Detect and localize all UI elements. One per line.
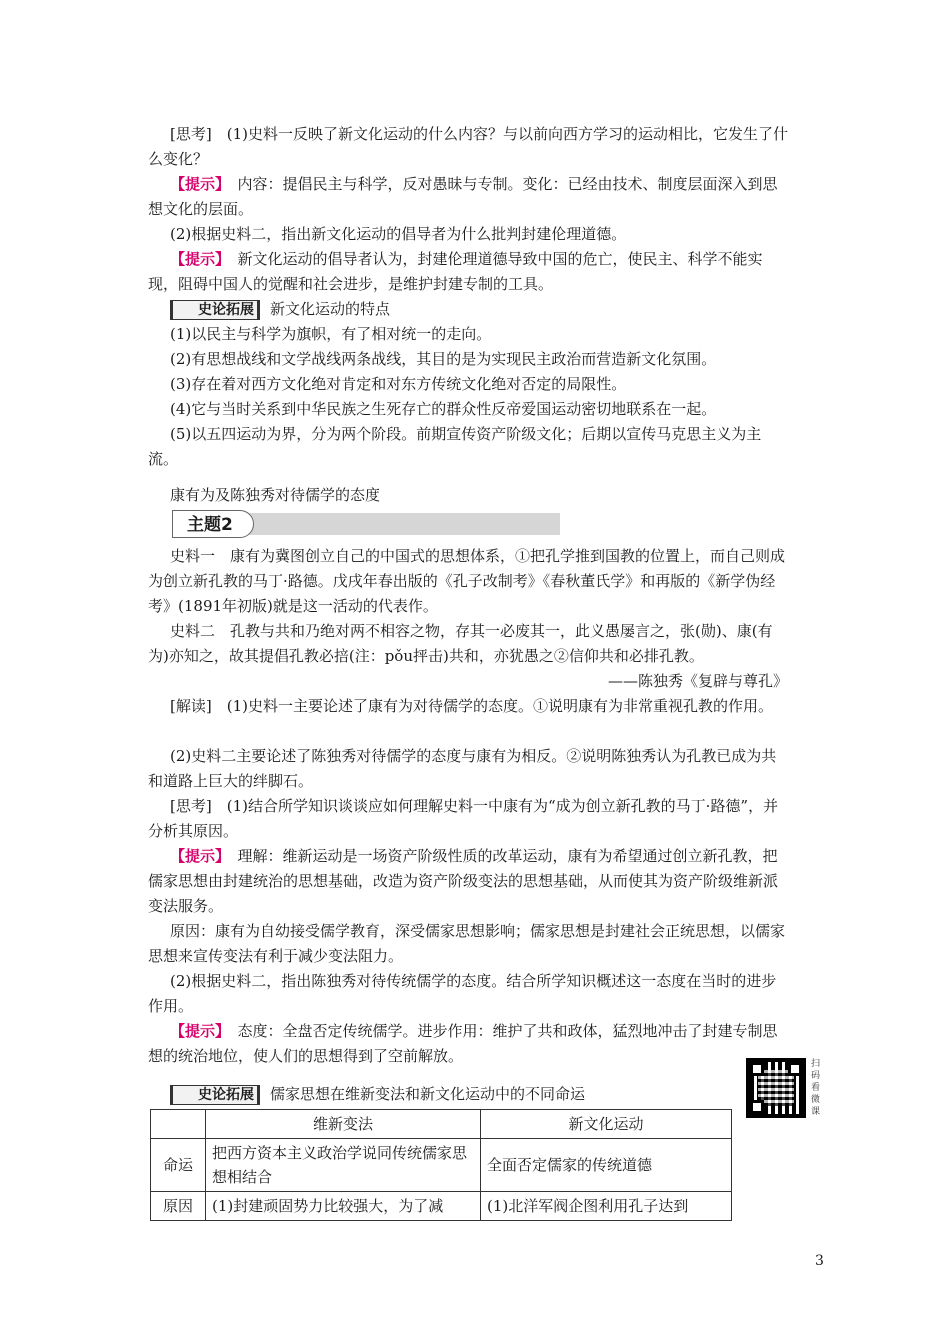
hint-answer-1: [148, 172, 788, 222]
ext-item-1: (1)以民主与科学为旗帜，有了相对统一的走向。: [170, 325, 492, 343]
comparison-table: [150, 1109, 732, 1221]
reading-text: (1)史料一主要论述了康有为对待儒学的态度。①说明康有为非常重视孔教的作用。: [226, 697, 773, 715]
table-cell: 全面否定儒家的传统道德: [481, 1139, 732, 1192]
table-cell: 命运: [151, 1139, 206, 1192]
hint-answer-2: [148, 247, 788, 297]
extension-title: 儒家思想在维新变法和新文化运动中的不同命运: [270, 1085, 586, 1103]
hint-answer-3-reason: 原因：康有为自幼接受儒学教育，深受儒家思想影响；儒家思想是封建社会正统思想，以儒家思想来宣传变法有利于减少变法阻力。: [148, 922, 786, 965]
topic-banner-label: 主题2: [172, 510, 254, 538]
hint-tag: 【提示】: [170, 1022, 223, 1040]
table-header-cell: [151, 1110, 206, 1139]
extension-heading: [148, 297, 788, 322]
think-question-2: (2)根据史料二，指出新文化运动的倡导者为什么批判封建伦理道德。: [170, 225, 627, 243]
question-text: (1)结合所学知识谈谈应如何理解史料一中康有为“成为创立新孔教的马丁·路德”，并分析其原因。: [148, 797, 779, 840]
table-cell: 原因: [151, 1192, 206, 1221]
hint-answer-3: [148, 844, 788, 919]
extension-label: 史论拓展: [170, 1085, 260, 1105]
answer-text: 内容：提倡民主与科学，反对愚昧与专制。变化：已经由技术、制度层面深入到思想文化的层面。: [148, 175, 778, 218]
read-tag: [解读]: [170, 697, 212, 715]
extension-title: 新文化运动的特点: [270, 300, 391, 318]
think-tag: [思考]: [170, 797, 212, 815]
answer-text: 态度：全盘否定传统儒学。进步作用：维护了共和政体，猛烈地冲击了封建专制思想的统治地位，使人们的思想得到了空前解放。: [148, 1022, 778, 1065]
ext-item-2: (2)有思想战线和文学战线两条战线，其目的是为实现民主政治而营造新文化氛围。: [170, 350, 717, 368]
think-question-4: (2)根据史料二，指出陈独秀对待传统儒学的态度。结合所学知识概述这一态度在当时的进步作用。: [148, 972, 777, 1015]
answer-text: 理解：维新运动是一场资产阶级性质的改革运动，康有为希望通过创立新孔教，把儒家思想由封建统治的思想基础，改造为资产阶级变法的思想基础，从而使其为资产阶级维新派变法服务。: [148, 847, 779, 915]
hint-tag: 【提示】: [170, 250, 223, 268]
ext-item-4: (4)它与当时关系到中华民族之生死存亡的群众性反帝爱国运动密切地联系在一起。: [170, 400, 717, 418]
table-header-cell: 维新变法: [206, 1110, 481, 1139]
reading-1: [148, 694, 788, 719]
answer-text: 新文化运动的倡导者认为，封建伦理道德导致中国的危亡，使民主、科学不能实现，阻碍中国人的觉醒和社会进步，是维护封建专制的工具。: [148, 250, 763, 293]
extension-label: 史论拓展: [170, 300, 260, 320]
table-row: [151, 1192, 732, 1221]
reading-2: (2)史料二主要论述了陈独秀对待儒学的态度与康有为相反。②说明陈独秀认为孔教已成为共和道路上巨大的绊脚石。: [148, 747, 777, 790]
page-number: 3: [815, 1253, 824, 1269]
think-question-3: [148, 794, 788, 844]
hint-answer-4: [148, 1019, 788, 1069]
ext-item-5: (5)以五四运动为界，分为两个阶段。前期宣传资产阶级文化；后期以宣传马克思主义为主流。: [148, 425, 762, 468]
think-question-1: [148, 122, 788, 172]
table-cell: (1)封建顽固势力比较强大，为了减: [206, 1192, 481, 1221]
hint-tag: 【提示】: [170, 847, 223, 865]
source-2: 史料二 孔教与共和乃绝对两不相容之物，存其一必废其一，此义愚屡言之，张(勋)、康(有为)亦知之，故其提倡孔教必掊(注：pǒu抨击)共和，亦犹愚之②信仰共和必排孔教。: [148, 622, 773, 665]
table-header-cell: 新文化运动: [481, 1110, 732, 1139]
ext-item-3: (3)存在着对西方文化绝对肯定和对东方传统文化绝对否定的局限性。: [170, 375, 627, 393]
question-text: (1)史料一反映了新文化运动的什么内容？与以前向西方学习的运动相比，它发生了什么变化？: [148, 125, 788, 168]
table-cell: 把西方资本主义政治学说同传统儒家思想相结合: [206, 1139, 481, 1192]
qr-caption: 扫码看微课: [811, 1059, 821, 1117]
source-1: 史料一 康有为冀图创立自己的中国式的思想体系，①把孔学推到国教的位置上，而自己则成为创立新孔教的马丁·路德。戊戌年春出版的《孔子改制考》《春秋董氏学》和再版的《新学伪经考》(1891年初版)就是这一活动的代表作。: [148, 547, 786, 615]
think-tag: [思考]: [170, 125, 212, 143]
section-heading: 康有为及陈独秀对待儒学的态度: [170, 486, 381, 504]
hint-tag: 【提示】: [170, 175, 223, 193]
extension-heading-2: [148, 1082, 788, 1107]
table-header-row: [151, 1110, 732, 1139]
source-2-citation: ——陈独秀《复辟与尊孔》: [607, 672, 788, 690]
table-cell: (1)北洋军阀企图利用孔子达到: [481, 1192, 732, 1221]
table-row: [151, 1139, 732, 1192]
